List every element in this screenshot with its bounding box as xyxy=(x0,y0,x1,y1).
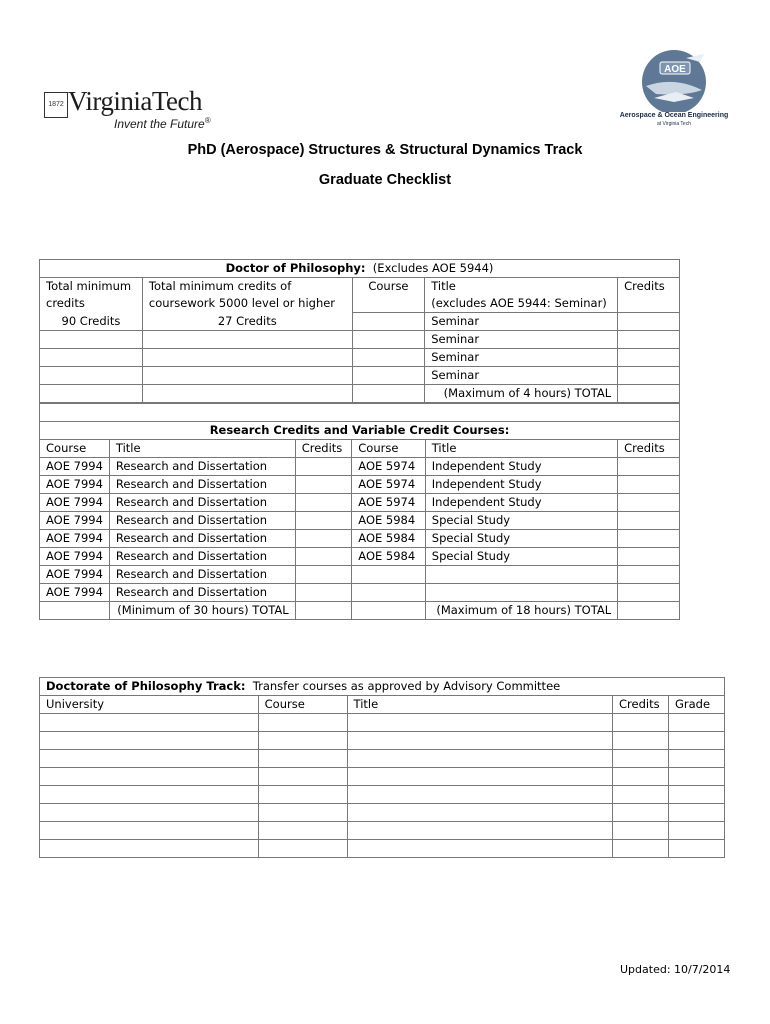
table-row xyxy=(40,732,725,750)
table-row xyxy=(40,804,725,822)
row-course-2: AOE 5974 xyxy=(352,494,425,512)
row-course: AOE 7994 xyxy=(40,530,110,548)
course-header: Course xyxy=(40,440,110,458)
row-course: AOE 7994 xyxy=(40,566,110,584)
row-title: Research and Dissertation xyxy=(109,530,295,548)
table-row xyxy=(40,840,725,858)
seminar-row: Seminar xyxy=(425,331,618,349)
seminar-total: (Maximum of 4 hours) TOTAL xyxy=(425,385,618,403)
credits-header: Credits xyxy=(618,278,680,296)
title-header: Title xyxy=(347,696,612,714)
table-row xyxy=(40,566,680,584)
seminar-row: Seminar xyxy=(425,349,618,367)
row-course-2: AOE 5984 xyxy=(352,512,425,530)
coursework-credits-value: 27 Credits xyxy=(142,313,352,331)
aoe-badge: AOE xyxy=(664,64,686,75)
table-row xyxy=(40,768,725,786)
row-title-2: Special Study xyxy=(425,548,617,566)
course-header: Course xyxy=(352,278,425,296)
research-heading: Research Credits and Variable Credit Courses: xyxy=(40,422,680,440)
row-title: Research and Dissertation xyxy=(109,566,295,584)
aoe-globe-icon xyxy=(616,46,732,112)
transfer-courses-table xyxy=(39,677,725,858)
transfer-heading: Doctorate of Philosophy Track: Transfer courses as approved by Advisory Committee xyxy=(40,678,725,696)
row-title: Research and Dissertation xyxy=(109,584,295,602)
vt-wordmark: VirginiaTech xyxy=(68,86,202,116)
title-header: Title xyxy=(425,278,618,296)
credits-header: Credits xyxy=(295,440,352,458)
row-title-2: Special Study xyxy=(425,530,617,548)
updated-date: Updated: 10/7/2014 xyxy=(620,963,731,976)
seminar-row: Seminar xyxy=(425,313,618,331)
page-subtitle: Graduate Checklist xyxy=(318,172,452,188)
research-right-total: (Maximum of 18 hours) TOTAL xyxy=(425,602,617,620)
table-row xyxy=(40,458,680,476)
course-header: Course xyxy=(258,696,347,714)
grade-header: Grade xyxy=(668,696,724,714)
table-row xyxy=(40,786,725,804)
course-header-2: Course xyxy=(352,440,425,458)
phd-heading: Doctor of Philosophy: (Excludes AOE 5944) xyxy=(40,260,680,278)
coursework-min-header: Total minimum credits of xyxy=(142,278,352,296)
vt-seal-icon: 1872 xyxy=(44,92,68,118)
row-title-2: Special Study xyxy=(425,512,617,530)
row-title: Research and Dissertation xyxy=(109,458,295,476)
row-course: AOE 7994 xyxy=(40,494,110,512)
row-course: AOE 7994 xyxy=(40,476,110,494)
table-row xyxy=(40,548,680,566)
table-row xyxy=(40,530,680,548)
table-row xyxy=(40,584,680,602)
table-row xyxy=(40,476,680,494)
table-row xyxy=(40,750,725,768)
table-row xyxy=(40,512,680,530)
page-title: PhD (Aerospace) Structures & Structural Dynamics Track xyxy=(187,142,583,158)
coursework-min-header-2: coursework 5000 level or higher xyxy=(142,295,352,313)
row-course-2: AOE 5984 xyxy=(352,530,425,548)
title-header: Title xyxy=(109,440,295,458)
row-course: AOE 7994 xyxy=(40,458,110,476)
row-course: AOE 7994 xyxy=(40,512,110,530)
total-credits-value: 90 Credits xyxy=(40,313,143,331)
row-course-2: AOE 5974 xyxy=(352,458,425,476)
row-course-2: AOE 5974 xyxy=(352,476,425,494)
seminar-row: Seminar xyxy=(425,367,618,385)
aoe-name: Aerospace & Ocean Engineering xyxy=(619,112,729,119)
table-row xyxy=(40,822,725,840)
title-header-2: Title xyxy=(425,440,617,458)
university-header: University xyxy=(40,696,259,714)
row-course: AOE 7994 xyxy=(40,548,110,566)
virginia-tech-logo xyxy=(44,86,224,136)
total-min-header-2: credits xyxy=(40,295,143,313)
aoe-sub: at Virginia Tech xyxy=(656,121,691,127)
row-title: Research and Dissertation xyxy=(109,548,295,566)
title-header-2: (excludes AOE 5944: Seminar) xyxy=(425,295,618,313)
research-left-total: (Minimum of 30 hours) TOTAL xyxy=(109,602,295,620)
row-title-2: Independent Study xyxy=(425,494,617,512)
aoe-logo xyxy=(616,46,732,136)
table-row xyxy=(40,494,680,512)
row-title: Research and Dissertation xyxy=(109,494,295,512)
research-credits-table xyxy=(39,403,680,620)
phd-requirements-table xyxy=(39,259,680,403)
credits-header: Credits xyxy=(613,696,669,714)
row-title-2: Independent Study xyxy=(425,458,617,476)
vt-tagline: Invent the Future® xyxy=(114,116,211,131)
row-title: Research and Dissertation xyxy=(109,476,295,494)
table-row xyxy=(40,714,725,732)
row-title-2: Independent Study xyxy=(425,476,617,494)
row-course: AOE 7994 xyxy=(40,584,110,602)
total-min-header: Total minimum xyxy=(40,278,143,296)
row-title: Research and Dissertation xyxy=(109,512,295,530)
row-course-2: AOE 5984 xyxy=(352,548,425,566)
credits-header-2: Credits xyxy=(618,440,680,458)
